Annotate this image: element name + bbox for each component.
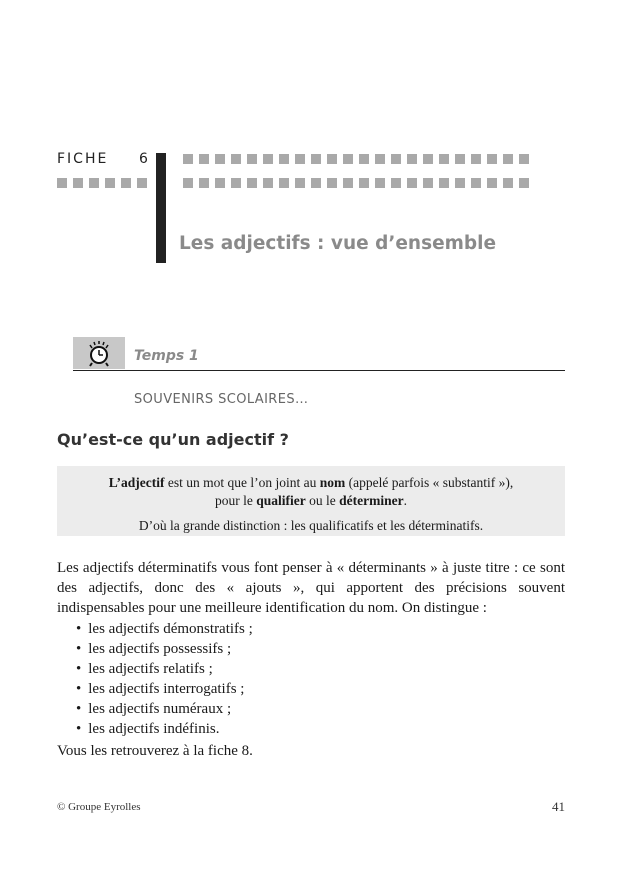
list-item: • les adjectifs relatifs ;: [76, 659, 253, 679]
page-title: Les adjectifs : vue d’ensemble: [179, 233, 497, 254]
term-determiner: déterminer: [339, 493, 404, 508]
clock-badge: [73, 337, 125, 369]
decorative-squares-middle: [183, 178, 529, 188]
list-item: • les adjectifs indéfinis.: [76, 719, 253, 739]
page-number: 41: [552, 799, 565, 814]
alarm-clock-icon: [73, 337, 125, 369]
definition-text: ou le: [305, 493, 340, 508]
term-nom: nom: [319, 475, 346, 490]
list-item: • les adjectifs possessifs ;: [76, 639, 253, 659]
term-adjectif: L’adjectif: [108, 475, 165, 490]
decorative-squares-left: [57, 178, 147, 188]
definition-line-1: [57, 466, 565, 492]
vertical-bar: [156, 153, 166, 263]
temps-label: Temps 1: [134, 348, 199, 364]
copyright: © Groupe Eyrolles: [57, 801, 141, 813]
decorative-squares-top: [183, 154, 529, 164]
definition-line-2: [57, 492, 565, 510]
fiche-label: FICHE: [57, 151, 109, 167]
definition-text: (appelé parfois « substantif »),: [345, 475, 514, 490]
definition-text: .: [403, 493, 407, 508]
definition-text: est un mot que l’on joint au: [164, 475, 320, 490]
definition-box: [57, 466, 565, 536]
term-qualifier: qualifier: [256, 493, 306, 508]
definition-text: pour le: [215, 493, 257, 508]
fiche-number: 6: [139, 151, 148, 167]
question-heading: Qu’est-ce qu’un adjectif ?: [57, 430, 289, 449]
closing-sentence: Vous les retrouverez à la fiche 8.: [57, 743, 253, 759]
list-item: • les adjectifs numéraux ;: [76, 699, 253, 719]
section-subtitle: SOUVENIRS SCOLAIRES…: [134, 392, 309, 407]
definition-line-3: D’où la grande distinction : les qualificatifs et les déterminatifs.: [138, 518, 484, 533]
list-item: • les adjectifs interrogatifs ;: [76, 679, 253, 699]
adjective-list: [76, 619, 253, 739]
section-divider: [73, 370, 565, 371]
list-item: • les adjectifs démonstratifs ;: [76, 619, 253, 639]
body-paragraph: Les adjectifs déterminatifs vous font penser à « déterminants » à juste titre : ce sont des adjectifs, donc des « ajouts », qui apportent des précisions souvent indispensables pour une meilleure identification du nom. On distingue :: [57, 560, 565, 616]
